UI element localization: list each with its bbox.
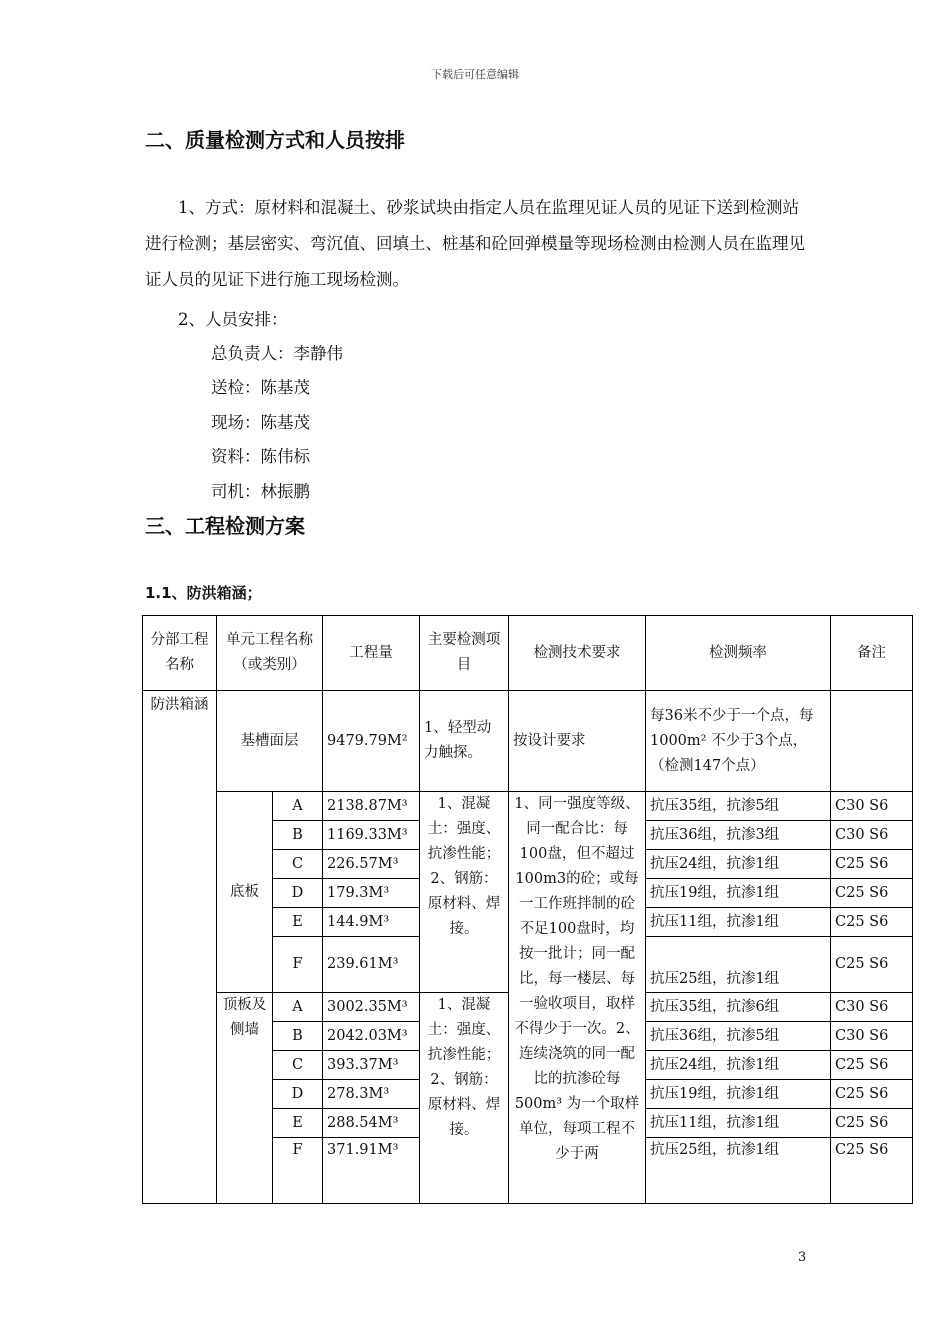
frequency-cell: 抗压35组，抗渗5组 (646, 792, 831, 821)
table-row (143, 691, 913, 792)
group-name-cell: 顶板及侧墙 (217, 993, 273, 1204)
note-cell: C25 S6 (831, 1109, 913, 1138)
note-cell: C25 S6 (831, 1051, 913, 1080)
quantity-cell: 239.61M³ (323, 937, 420, 993)
sub-id-cell: B (273, 1022, 323, 1051)
sub-id-cell: A (273, 993, 323, 1022)
note-cell: C25 S6 (831, 908, 913, 937)
frequency-cell: 每36米不少于一个点，每1000m² 不少于3个点，（检测147个点） (646, 691, 831, 792)
subsection-title: 1.1、防洪箱涵； (145, 584, 262, 602)
header-cell: 主要检测项目 (420, 616, 509, 691)
header-cell: 检测技术要求 (509, 616, 646, 691)
page-number: 3 (798, 1250, 807, 1265)
note-cell: C25 S6 (831, 1080, 913, 1109)
note-cell: C30 S6 (831, 993, 913, 1022)
header-cell: 备注 (831, 616, 913, 691)
note-cell: C25 S6 (831, 879, 913, 908)
header-cell: 检测频率 (646, 616, 831, 691)
note-spacer (831, 1164, 913, 1204)
quantity-cell: 371.91M³ (323, 1138, 420, 1164)
staff-item: 现场：陈基茂 (211, 413, 310, 432)
quantity-cell: 144.9M³ (323, 908, 420, 937)
frequency-cell: 抗压24组，抗渗1组 (646, 850, 831, 879)
quantity-spacer (323, 1164, 420, 1204)
sub-id-cell: E (273, 908, 323, 937)
sub-id-cell: D (273, 1080, 323, 1109)
frequency-cell: 抗压24组，抗渗1组 (646, 1051, 831, 1080)
sub-id-cell: C (273, 1051, 323, 1080)
frequency-cell: 抗压25组，抗渗1组 (646, 937, 831, 993)
sub-id-cell: D (273, 879, 323, 908)
concrete-requirement-cell: 1、同一强度等级、同一配合比：每100盘，但不超过100m3的砼；或每一工作班拌制的砼不足100盘时，均按一批计；同一配比，每一楼层、每一验收项目，取样不得少于一次。2、连续浇筑的同一配比的抗渗砼每500m³ 为一个取样单位，每项工程不少于两 (509, 792, 646, 1204)
sub-id-cell: F (273, 937, 323, 993)
requirement-cell: 按设计要求 (509, 691, 646, 792)
sub-id-cell: B (273, 821, 323, 850)
quantity-cell: 2042.03M³ (323, 1022, 420, 1051)
header-cell: 工程量 (323, 616, 420, 691)
frequency-cell: 抗压19组，抗渗1组 (646, 1080, 831, 1109)
method-paragraph: 1、方式：原材料和混凝土、砂浆试块由指定人员在监理见证人员的见证下送到检测站进行检测；基层密实、弯沉值、回填土、桩基和砼回弹模量等现场检测由检测人员在监理见证人员的见证下进行施工现场检测。 (145, 198, 805, 289)
frequency-cell: 抗压19组，抗渗1组 (646, 879, 831, 908)
quantity-cell: 3002.35M³ (323, 993, 420, 1022)
section-3-title: 三、工程检测方案 (145, 514, 305, 538)
inspection-table (142, 615, 913, 1204)
unit-name-cell: 基槽面层 (217, 691, 323, 792)
note-cell: C30 S6 (831, 792, 913, 821)
staff-item: 总负责人：李静伟 (211, 344, 343, 363)
division-cell: 防洪箱涵 (143, 691, 217, 1204)
page-header: 下载后可任意编辑 (431, 68, 519, 81)
header-cell: 单元工程名称（或类别） (217, 616, 323, 691)
inspection-item-cell: 1、混凝土：强度、抗渗性能；2、钢筋：原材料、焊接。 (420, 792, 509, 993)
group-name-cell: 底板 (217, 792, 273, 993)
sub-id-spacer (273, 1164, 323, 1204)
note-cell: C25 S6 (831, 850, 913, 879)
inspection-item-cell: 1、混凝土：强度、抗渗性能；2、钢筋：原材料、焊接。 (420, 993, 509, 1204)
staff-item: 司机：林振鹏 (211, 482, 310, 501)
frequency-cell: 抗压36组，抗渗3组 (646, 821, 831, 850)
staff-item: 送检：陈基茂 (211, 378, 310, 397)
sub-id-cell: C (273, 850, 323, 879)
table-header-row (143, 616, 913, 691)
frequency-cell: 抗压25组，抗渗1组 (646, 1138, 831, 1164)
table-row (143, 792, 913, 821)
quantity-cell: 1169.33M³ (323, 821, 420, 850)
note-cell: C25 S6 (831, 1138, 913, 1164)
quantity-cell: 393.37M³ (323, 1051, 420, 1080)
staff-item: 资料：陈伟标 (211, 447, 310, 466)
sub-id-cell: E (273, 1109, 323, 1138)
header-cell: 分部工程名称 (143, 616, 217, 691)
note-cell: C25 S6 (831, 937, 913, 993)
frequency-cell: 抗压36组，抗渗5组 (646, 1022, 831, 1051)
quantity-cell: 278.3M³ (323, 1080, 420, 1109)
sub-id-cell: A (273, 792, 323, 821)
section-2-title: 二、质量检测方式和人员按排 (145, 128, 405, 152)
note-cell (831, 691, 913, 792)
frequency-spacer (646, 1164, 831, 1204)
quantity-cell: 179.3M³ (323, 879, 420, 908)
quantity-cell: 2138.87M³ (323, 792, 420, 821)
frequency-cell: 抗压35组，抗渗6组 (646, 993, 831, 1022)
frequency-cell: 抗压11组，抗渗1组 (646, 908, 831, 937)
frequency-cell: 抗压11组，抗渗1组 (646, 1109, 831, 1138)
note-cell: C30 S6 (831, 1022, 913, 1051)
quantity-cell: 288.54M³ (323, 1109, 420, 1138)
staff-label: 2、人员安排： (178, 310, 288, 329)
quantity-cell: 226.57M³ (323, 850, 420, 879)
inspection-item-cell: 1、轻型动力触探。 (420, 691, 509, 792)
note-cell: C30 S6 (831, 821, 913, 850)
quantity-cell: 9479.79M² (323, 691, 420, 792)
sub-id-cell: F (273, 1138, 323, 1164)
